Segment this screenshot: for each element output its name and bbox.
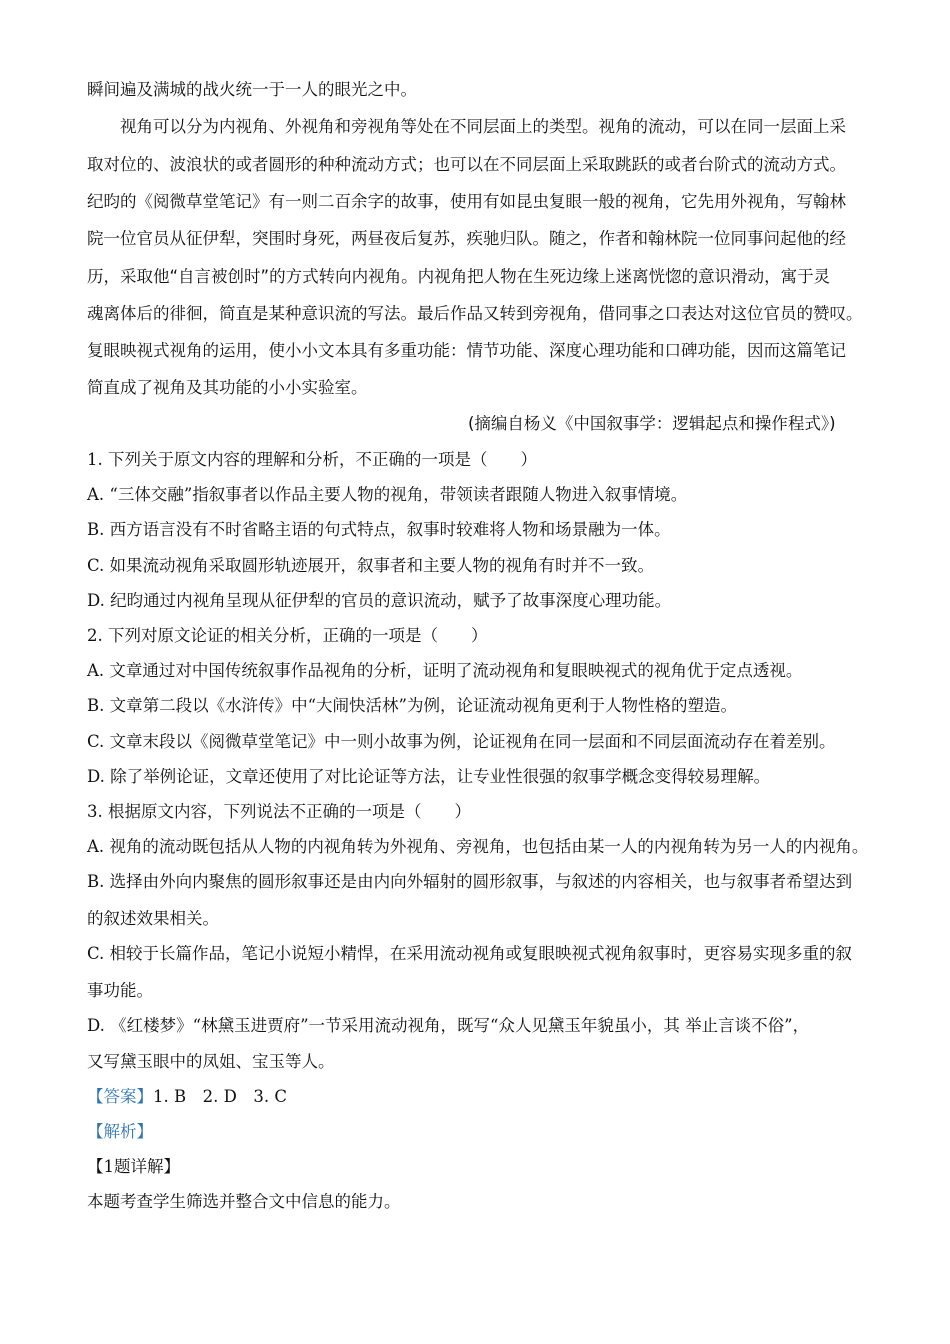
option: D. 纪昀通过内视角呈现从征伊犁的官员的意识流动，赋予了故事深度心理功能。 [87,590,672,610]
option: B. 西方语言没有不时省略主语的句式特点，叙事时较难将人物和场景融为一体。 [87,520,671,540]
question-stem: 2. 下列对原文论证的相关分析，正确的一项是（ ） [87,626,488,645]
passage-line: 纪昀的《阅微草堂笔记》有一则二百余字的故事，使用有如昆虫复眼一般的视角，它先用外视角，写翰林 [87,191,846,211]
passage-line: 院一位官员从征伊犁，突围时身死，两昼夜后复苏，疾驰归队。随之，作者和翰林院一位同事问起他的经 [87,229,846,249]
option-continuation: 又写黛玉眼中的凤姐、宝玉等人。 [87,1052,335,1072]
option-continuation: 的叙述效果相关。 [87,908,219,928]
passage-line: 视角可以分为内视角、外视角和旁视角等处在不同层面上的类型。视角的流动，可以在同一层面上采 [87,117,846,137]
passage-line: 复眼映视式视角的运用，使小小文本具有多重功能：情节功能、深度心理功能和口碑功能，因而这篇笔记 [87,341,846,361]
answer-label: 【答案】 [87,1087,153,1106]
option: C. 如果流动视角采取圆形轨迹展开，叙事者和主要人物的视角有时并不一致。 [87,555,655,575]
option: D. 除了举例论证，文章还使用了对比论证等方法，让专业性很强的叙事学概念变得较易理解。 [87,766,771,786]
passage-line: 历，采取他“自言被创时”的方式转向内视角。内视角把人物在生死边缘上迷离恍惚的意识滑动，寓于灵 [87,266,831,286]
option: A. 文章通过对中国传统叙事作品视角的分析，证明了流动视角和复眼映视式的视角优于定点透视。 [87,661,803,681]
passage-line: 取对位的、波浪状的或者圆形的种种流动方式；也可以在不同层面上采取跳跃的或者台阶式的流动方式。 [87,154,846,174]
passage-line: 瞬间遍及满城的战火统一于一人的眼光之中。 [87,80,417,99]
detail-heading: 【1题详解】 [87,1157,180,1176]
option: A. “三体交融”指叙事者以作品主要人物的视角，带领读者跟随人物进入叙事情境。 [87,485,688,505]
detail-text: 本题考查学生筛选并整合文中信息的能力。 [87,1192,401,1211]
analysis-label: 【解析】 [87,1122,153,1141]
answer-line [87,1087,287,1107]
option: D. 《红楼梦》“林黛玉进贾府”一节采用流动视角，既写“众人见黛玉年貌虽小，其 举止言谈不俗”， [87,1015,810,1035]
option-continuation: 事功能。 [87,980,153,1000]
option: B. 文章第二段以《水浒传》中“大闹快活林”为例，论证流动视角更利于人物性格的塑造。 [87,696,737,716]
passage-line: 魂离体后的徘徊，简直是某种意识流的写法。最后作品又转到旁视角，借同事之口表达对这位官员的赞叹。 [87,303,863,323]
option: A. 视角的流动既包括从人物的内视角转为外视角、旁视角，也包括由某一人的内视角转为另一人的内视角。 [87,837,869,857]
question-stem: 3. 根据原文内容，下列说法不正确的一项是（ ） [87,802,471,821]
answer-text: 1. B 2. D 3. C [153,1087,287,1106]
question-stem: 1. 下列关于原文内容的理解和分析，不正确的一项是（ ） [87,450,537,469]
option: C. 相较于长篇作品，笔记小说短小精悍，在采用流动视角或复眼映视式视角叙事时，更容易实现多重的叙 [87,944,853,964]
option: C. 文章末段以《阅微草堂笔记》中一则小故事为例，论证视角在同一层面和不同层面流动存在着差别。 [87,731,836,751]
passage-line: 简直成了视角及其功能的小小实验室。 [87,378,368,398]
citation: (摘编自杨义《中国叙事学：逻辑起点和操作程式》) [468,414,836,433]
option: B. 选择由外向内聚焦的圆形叙事还是由内向外辐射的圆形叙事，与叙述的内容相关，也与叙事者希望达到 [87,872,853,892]
